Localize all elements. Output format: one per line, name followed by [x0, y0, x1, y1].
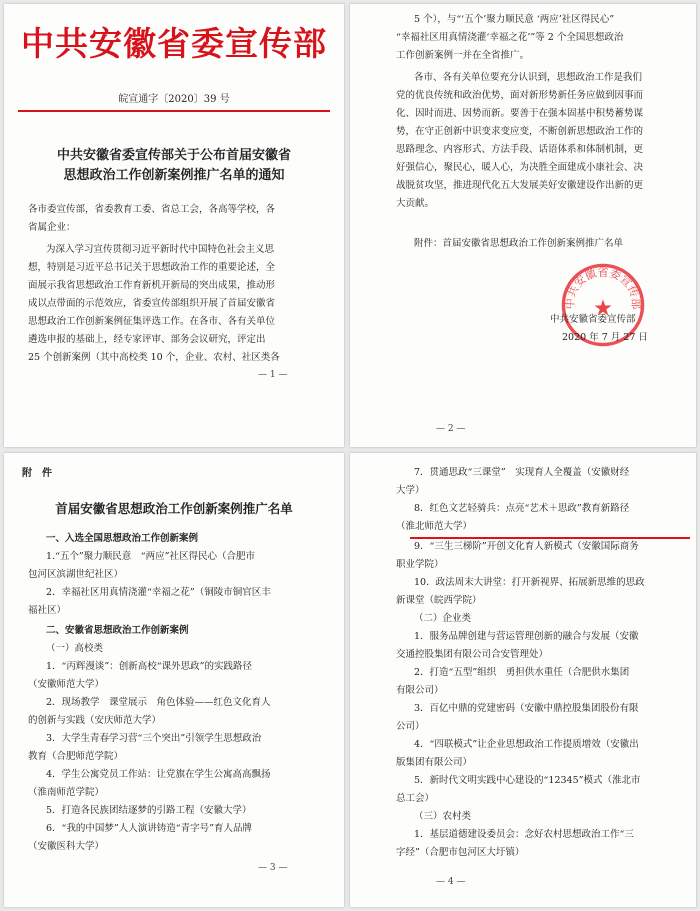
page-number: — 3 —	[258, 863, 288, 873]
document-page-3	[4, 453, 344, 907]
svg-text:★: ★	[592, 295, 614, 322]
body-line: 思路理念、内容形式、方法手段、话语体系和体制机制，更	[396, 144, 644, 155]
page-number: — 4 —	[436, 877, 466, 887]
section-heading: 一、入选全国思想政治工作创新案例	[46, 533, 199, 544]
document-page-1	[4, 4, 344, 447]
body-line: 遴选申报的基础上，经专家评审、部务会议研究，评定出	[28, 334, 266, 345]
body-line: 25 个创新案例（其中高校类 10 个，企业、农村、社区类各	[28, 352, 280, 363]
notice-title-line-2: 思想政治工作创新案例推广名单的通知	[63, 168, 285, 183]
body-line: 成以点带面的示范效应，省委宣传部组织开展了首届安徽省	[28, 298, 276, 309]
signing-date: 2020 年 7 月 27 日	[562, 332, 648, 343]
list-item: 公司）	[396, 721, 425, 732]
body-line: 各市、各有关单位要充分认识到，思想政治工作是我们	[414, 72, 643, 83]
highlight-underline	[410, 537, 690, 539]
subsection-heading: （二）企业类	[414, 613, 472, 624]
svg-text:中共安徽省委宣传部: 中共安徽省委宣传部	[563, 265, 643, 310]
body-line: 党的优良传统和政治优势，面对新形势新任务应做到因事而	[396, 90, 644, 101]
body-line: 好强信心，聚民心，暖人心，为决胜全面建成小康社会、决	[396, 162, 644, 173]
list-item: 3．大学生青春学习营“三个突出”引领学生思想政治	[46, 733, 262, 744]
section-heading: 二、安徽省思想政治工作创新案例	[46, 625, 189, 636]
list-item: 10．政法周末大讲堂：打开新视界、拓展新思维的思政	[414, 577, 645, 588]
list-item: 交通控股集团有限公司合安管理处）	[396, 649, 549, 660]
body-line: 面展示我省思想政治工作育新机开新局的突出成果，推动形	[28, 280, 276, 291]
body-line: 各市委宣传部，省委教育工委、省总工会，各高等学校，各	[28, 204, 276, 215]
notice-title-line-1: 中共安徽省委宣传部关于公布首届安徽省	[56, 148, 291, 163]
body-line: 战脱贫攻坚，推进现代化五大发展美好安徽建设作出新的更	[396, 180, 644, 191]
list-item: 9．“三生三梯阶”开创文化育人新模式（安徽国际商务	[414, 541, 639, 552]
list-item: 福社区）	[28, 605, 67, 616]
page-number: — 2 —	[436, 424, 466, 434]
subsection-heading: （一）高校类	[46, 643, 104, 654]
list-item: 5．打造各民族团结逐梦的引路工程（安徽大学）	[46, 805, 252, 816]
list-item: 4．学生公寓党员工作站：让党旗在学生公寓高高飘扬	[46, 769, 271, 780]
body-line: 省属企业：	[28, 222, 76, 233]
list-item: （安徽医科大学）	[28, 841, 105, 852]
body-line: 化、因时而进、因势而新。要善于在强本固基中积势蓄势谋	[396, 108, 644, 119]
list-item: 4．“四联模式”让企业思想政治工作提质增效（安徽出	[414, 739, 639, 750]
list-item: 2．打造“五型”组织 勇担供水重任（合肥供水集团	[414, 667, 630, 678]
list-item: 版集团有限公司）	[396, 757, 473, 768]
body-line: 为深入学习宣传贯彻习近平新时代中国特色社会主义思	[46, 244, 275, 255]
list-item: 新课堂（皖西学院）	[396, 595, 482, 606]
red-header-rule	[18, 110, 330, 112]
list-item: 3．百亿中鼎的党建密码（安徽中鼎控股集团股份有限	[414, 703, 639, 714]
list-item: 8．红色文艺轻骑兵：点亮“艺术＋思政”教育新路径	[414, 503, 630, 514]
list-item: 7．贯通思政“三课堂” 实现育人全覆盖（安徽财经	[414, 467, 630, 478]
document-page-2	[350, 4, 696, 447]
list-item: 1．基层道德建设委员会：念好农村思想政治工作“三	[414, 829, 634, 840]
list-item: 大学）	[396, 485, 425, 496]
body-line: 5 个），与“‘五个’聚力顺民意 ‘两应’社区得民心”	[414, 14, 615, 25]
list-item: 包河区滨湖世纪社区）	[28, 569, 124, 580]
list-item: 有限公司）	[396, 685, 444, 696]
list-item: 1．服务品牌创建与营运管理创新的融合与发展（安徽	[414, 631, 639, 642]
body-line: 工作创新案例一并在全省推广。	[396, 50, 530, 61]
list-item: 总工会）	[396, 793, 435, 804]
list-item: 职业学院）	[396, 559, 444, 570]
annex-label: 附 件	[22, 468, 52, 479]
list-item: 教育（合肥师范学院）	[28, 751, 124, 762]
annex-title: 首届安徽省思想政治工作创新案例推广名单	[55, 501, 293, 516]
body-line: 势，在守正创新中识变求变应变，不断创新思想政治工作的	[396, 126, 644, 137]
list-item: （淮北师范大学）	[396, 521, 473, 532]
list-item: （安徽师范大学）	[28, 679, 105, 690]
subsection-heading: （三）农村类	[414, 811, 472, 822]
list-item: 的创新与实践（安庆师范大学）	[28, 715, 162, 726]
red-header-title: 中共安徽省委宣传部	[21, 24, 327, 63]
attachment-note: 附件：首届安徽省思想政治工作创新案例推广名单	[414, 238, 624, 249]
list-item: 1．“丙辉漫谈”：创新高校“课外思政”的实践路径	[46, 661, 252, 672]
body-line: 大贡献。	[396, 198, 435, 209]
body-line: “幸福社区用真情浇灌‘幸福之花’”等 2 个全国思想政治	[396, 32, 624, 43]
list-item: 2．现场教学 课堂展示 角色体验——红色文化育人	[46, 697, 271, 708]
list-item: 6．“我的中国梦”人人演讲铸造“青字号”育人品牌	[46, 823, 252, 834]
document-number: 皖宣通字〔2020〕39 号	[118, 94, 230, 105]
signer: 中共安徽省委宣传部	[550, 314, 636, 325]
document-page-4	[350, 453, 696, 907]
body-line: 想，特别是习近平总书记关于思想政治工作的重要论述，全	[28, 262, 276, 273]
list-item: 字经”（合肥市包河区大圩镇）	[396, 847, 525, 858]
page-number: — 1 —	[258, 370, 288, 380]
body-line: 思想政治工作创新案例征集评选工作。在各市、各有关单位	[28, 316, 276, 327]
list-item: 5．新时代文明实践中心建设的“12345”模式（淮北市	[414, 775, 641, 786]
list-item: （淮南师范学院）	[28, 787, 105, 798]
list-item: 1.“五个”聚力顺民意 “两应”社区得民心（合肥市	[46, 551, 255, 562]
list-item: 2．幸福社区用真情浇灌“幸福之花”（铜陵市铜官区丰	[46, 587, 271, 598]
